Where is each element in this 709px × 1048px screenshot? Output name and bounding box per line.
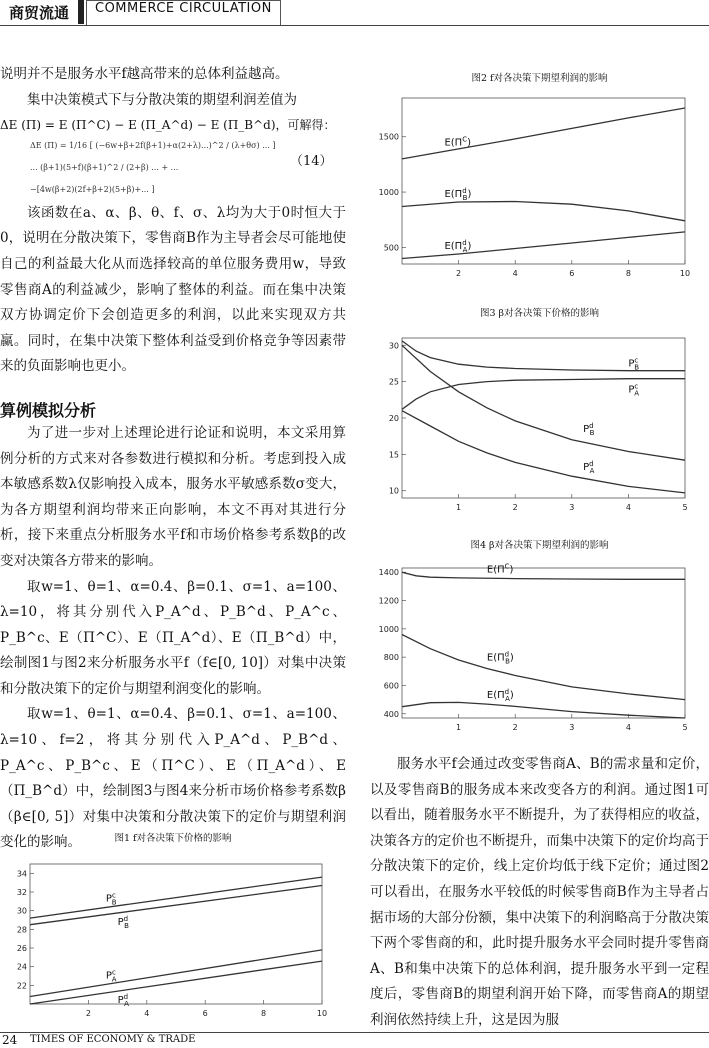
y-tick-label: 24 xyxy=(16,962,27,972)
page-header xyxy=(0,0,709,24)
series-label: $E(\Pi^d$ B) xyxy=(444,187,472,203)
paragraph: 取w=1、θ=1、α=0.4、β=0.1、σ=1、a=100、λ=10、f=2，将其分别代入P_A^d、P_B^d、P_A^c、P_B^c、E（Π^C）、E（Π_A^d）、E（Π_B^d）中，绘制图3与图4来分析市场价格参考系数β（β∈[0, 5]）对集中决策和分散决策下的定价与期望利润变化的影响。 xyxy=(0,706,346,851)
y-tick-label: 1000 xyxy=(378,188,399,198)
x-tick-label: 3 xyxy=(569,503,575,512)
equation-line: ΔE (Π) = 1/16 [ (−6w+β+2f(β+1)+α(2+λ)...)^2 / (λ+θσ) ... ] xyxy=(30,140,276,150)
series-label: $P^c$ B xyxy=(105,891,117,907)
series-line xyxy=(402,411,685,493)
y-tick-label: 26 xyxy=(16,944,27,953)
x-tick-label: 1 xyxy=(456,723,462,732)
y-tick-label: 20 xyxy=(388,414,399,423)
x-tick-label: 5 xyxy=(682,723,688,732)
equation-line: ... (β+1)(5+f)(β+1)^2 / (2+β) ... + ... xyxy=(30,162,179,172)
header-rule xyxy=(0,25,709,26)
series-label: $E(\Pi^d$ A) xyxy=(486,688,514,704)
x-tick-label: 2 xyxy=(456,269,462,278)
paragraph: 为了进一步对上述理论进行论证和说明，本文采用算例分析的方式来对各参数进行模拟和分析。考虑到投入成本敏感系数λ仅影响投入成本，服务水平敏感系数σ变大，为各方期望利润均带来正向影响，本文不再对其进行分析，接下来重点分析服务水平f和市场价格参考系数β的改变对决策各方带来的影响。 xyxy=(0,424,346,569)
series-line xyxy=(402,345,685,460)
page-number: 24 xyxy=(2,1033,18,1047)
y-tick-label: 600 xyxy=(383,681,399,691)
figure-4-chart xyxy=(370,560,709,740)
series-label: $P^c$ A xyxy=(628,382,640,398)
x-tick-label: 6 xyxy=(569,269,575,278)
equation-line: ΔE (Π) = E (Π^C) − E (Π_A^d) − E (Π_B^d)，可解得： xyxy=(0,118,336,133)
x-tick-label: 4 xyxy=(625,723,631,732)
column-tag-en: COMMERCE CIRCULATION xyxy=(86,0,281,26)
x-tick-label: 2 xyxy=(512,723,518,732)
x-tick-label: 4 xyxy=(144,1009,150,1018)
series-line xyxy=(402,572,685,579)
series-label: $E(\Pi^d$ B) xyxy=(486,650,514,666)
y-tick-label: 32 xyxy=(16,888,27,897)
series-label: $P^c$ A xyxy=(105,968,117,984)
series-label: $P^d$ A xyxy=(583,460,595,476)
series-line xyxy=(30,877,322,918)
y-tick-label: 22 xyxy=(16,981,27,991)
y-tick-label: 1200 xyxy=(378,596,399,606)
x-tick-label: 8 xyxy=(625,269,631,278)
x-tick-label: 8 xyxy=(261,1009,267,1018)
series-label: $E(\Pi^C)$ xyxy=(444,135,471,149)
plot-frame xyxy=(402,98,685,264)
figure-caption: 图4 β对各决策下期望利润的影响 xyxy=(470,540,609,551)
figure-caption: 图2 f对各决策下期望利润的影响 xyxy=(471,73,608,84)
x-tick-label: 5 xyxy=(682,503,688,512)
paragraph: 说明并不是服务水平f越高带来的总体利益越高。 xyxy=(0,66,289,82)
column-tag: 商贸流通 xyxy=(0,0,84,24)
series-label: $E(\Pi^C)$ xyxy=(486,562,514,576)
left-column xyxy=(0,62,346,856)
x-tick-label: 3 xyxy=(569,723,575,732)
paragraph: 取w=1、θ=1、α=0.4、β=0.1、σ=1、a=100、λ=10，将其分别代入P_A^d、P_B^d、P_A^c、P_B^c、E（Π^C）、E（Π_A^d）、E（Π_B^d）中，绘制图1与图2来分析服务水平f（f∈[0, 10]）对集中决策和分散决策下的定价与期望利润变化的影响。 xyxy=(0,578,346,697)
y-tick-label: 34 xyxy=(16,869,27,879)
series-label: $P^d$ B xyxy=(583,422,595,438)
series-line xyxy=(30,961,322,1004)
equation-number: （14） xyxy=(290,153,333,169)
paragraph: 集中决策模式下与分散决策的期望利润差值为 xyxy=(27,91,297,108)
journal-name: TIMES OF ECONOMY & TRADE xyxy=(30,1034,196,1045)
x-tick-label: 6 xyxy=(202,1009,208,1018)
section-heading: 算例模拟分析 xyxy=(0,400,97,420)
x-tick-label: 2 xyxy=(85,1009,91,1018)
y-tick-label: 10 xyxy=(388,486,399,496)
y-tick-label: 1500 xyxy=(378,132,399,142)
series-line xyxy=(402,635,685,700)
series-label: $P^d$ A xyxy=(117,993,129,1009)
x-tick-label: 2 xyxy=(512,503,518,512)
equation-line: −[4w(β+2)(2f+β+2)(5+β)+... ] xyxy=(30,184,155,194)
series-line xyxy=(402,108,685,159)
x-tick-label: 4 xyxy=(512,269,518,278)
y-tick-label: 30 xyxy=(388,341,399,351)
plot-frame xyxy=(402,338,685,498)
x-tick-label: 10 xyxy=(316,1009,328,1018)
paragraph: 该函数在a、α、β、θ、f、σ、λ均为大于0时恒大于0，说明在分散决策下，零售商B作为主导者会尽可能地使自己的利益最大化从而选择较高的单位服务费用w，导致零售商A的利益减少，影响了整体的利益。而在集中决策双方协调定价下会创造更多的利润，以此来实现双方共赢。同时，在集中决策下整体利益受到价格竞争等因素带来的负面影响也更小。 xyxy=(0,204,346,375)
series-line xyxy=(402,379,685,410)
series-line xyxy=(30,950,322,997)
y-tick-label: 25 xyxy=(388,377,399,387)
equation-14 xyxy=(0,139,346,201)
x-tick-label: 1 xyxy=(456,503,462,512)
series-label: $P^c$ B xyxy=(628,356,640,372)
y-tick-label: 800 xyxy=(383,653,399,663)
series-line xyxy=(402,202,685,221)
series-label: $P^d$ B xyxy=(117,914,129,930)
series-line xyxy=(402,341,685,371)
y-tick-label: 500 xyxy=(383,243,399,253)
figure-3-chart xyxy=(370,330,709,520)
right-column xyxy=(370,752,709,1034)
figure-1-chart xyxy=(0,856,346,1026)
footer-rule xyxy=(0,1032,709,1033)
y-tick-label: 1000 xyxy=(378,624,399,634)
y-tick-label: 1400 xyxy=(378,568,399,578)
figure-caption: 图1 f对各决策下价格的影响 xyxy=(114,833,232,844)
series-line xyxy=(30,886,322,925)
page-footer xyxy=(0,1032,709,1048)
figure-2-chart xyxy=(370,90,709,286)
x-tick-label: 4 xyxy=(625,503,631,512)
figure-caption: 图3 β对各决策下价格的影响 xyxy=(479,308,600,319)
x-tick-label: 10 xyxy=(679,269,691,278)
series-line xyxy=(402,702,685,718)
y-tick-label: 30 xyxy=(16,906,27,916)
y-tick-label: 15 xyxy=(388,450,399,460)
y-tick-label: 400 xyxy=(383,709,399,719)
y-tick-label: 28 xyxy=(16,925,27,935)
series-label: $E(\Pi^d$ A) xyxy=(444,239,472,255)
paragraph: 服务水平f会通过改变零售商A、B的需求量和定价，以及零售商B的服务成本来改变各方的利润。通过图1可以看出，随着服务水平不断提升，为了获得相应的收益，决策各方的定价也不断提升，而集中决策下的定价均高于分散决策下的定价，线上定价均低于线下定价；通过图2可以看出，在服务水平较低的时候零售商B作为主导者占据市场的大部分份额，集中决策下的利润略高于分散决策下两个零售商的和，此时提升服务水平会同时提升零售商A、B和集中决策下的总体利润，提升服务水平到一定程度后，零售商B的期望利润开始下降，而零售商A的期望利润依然持续上升，这是因为服 xyxy=(370,756,709,1028)
